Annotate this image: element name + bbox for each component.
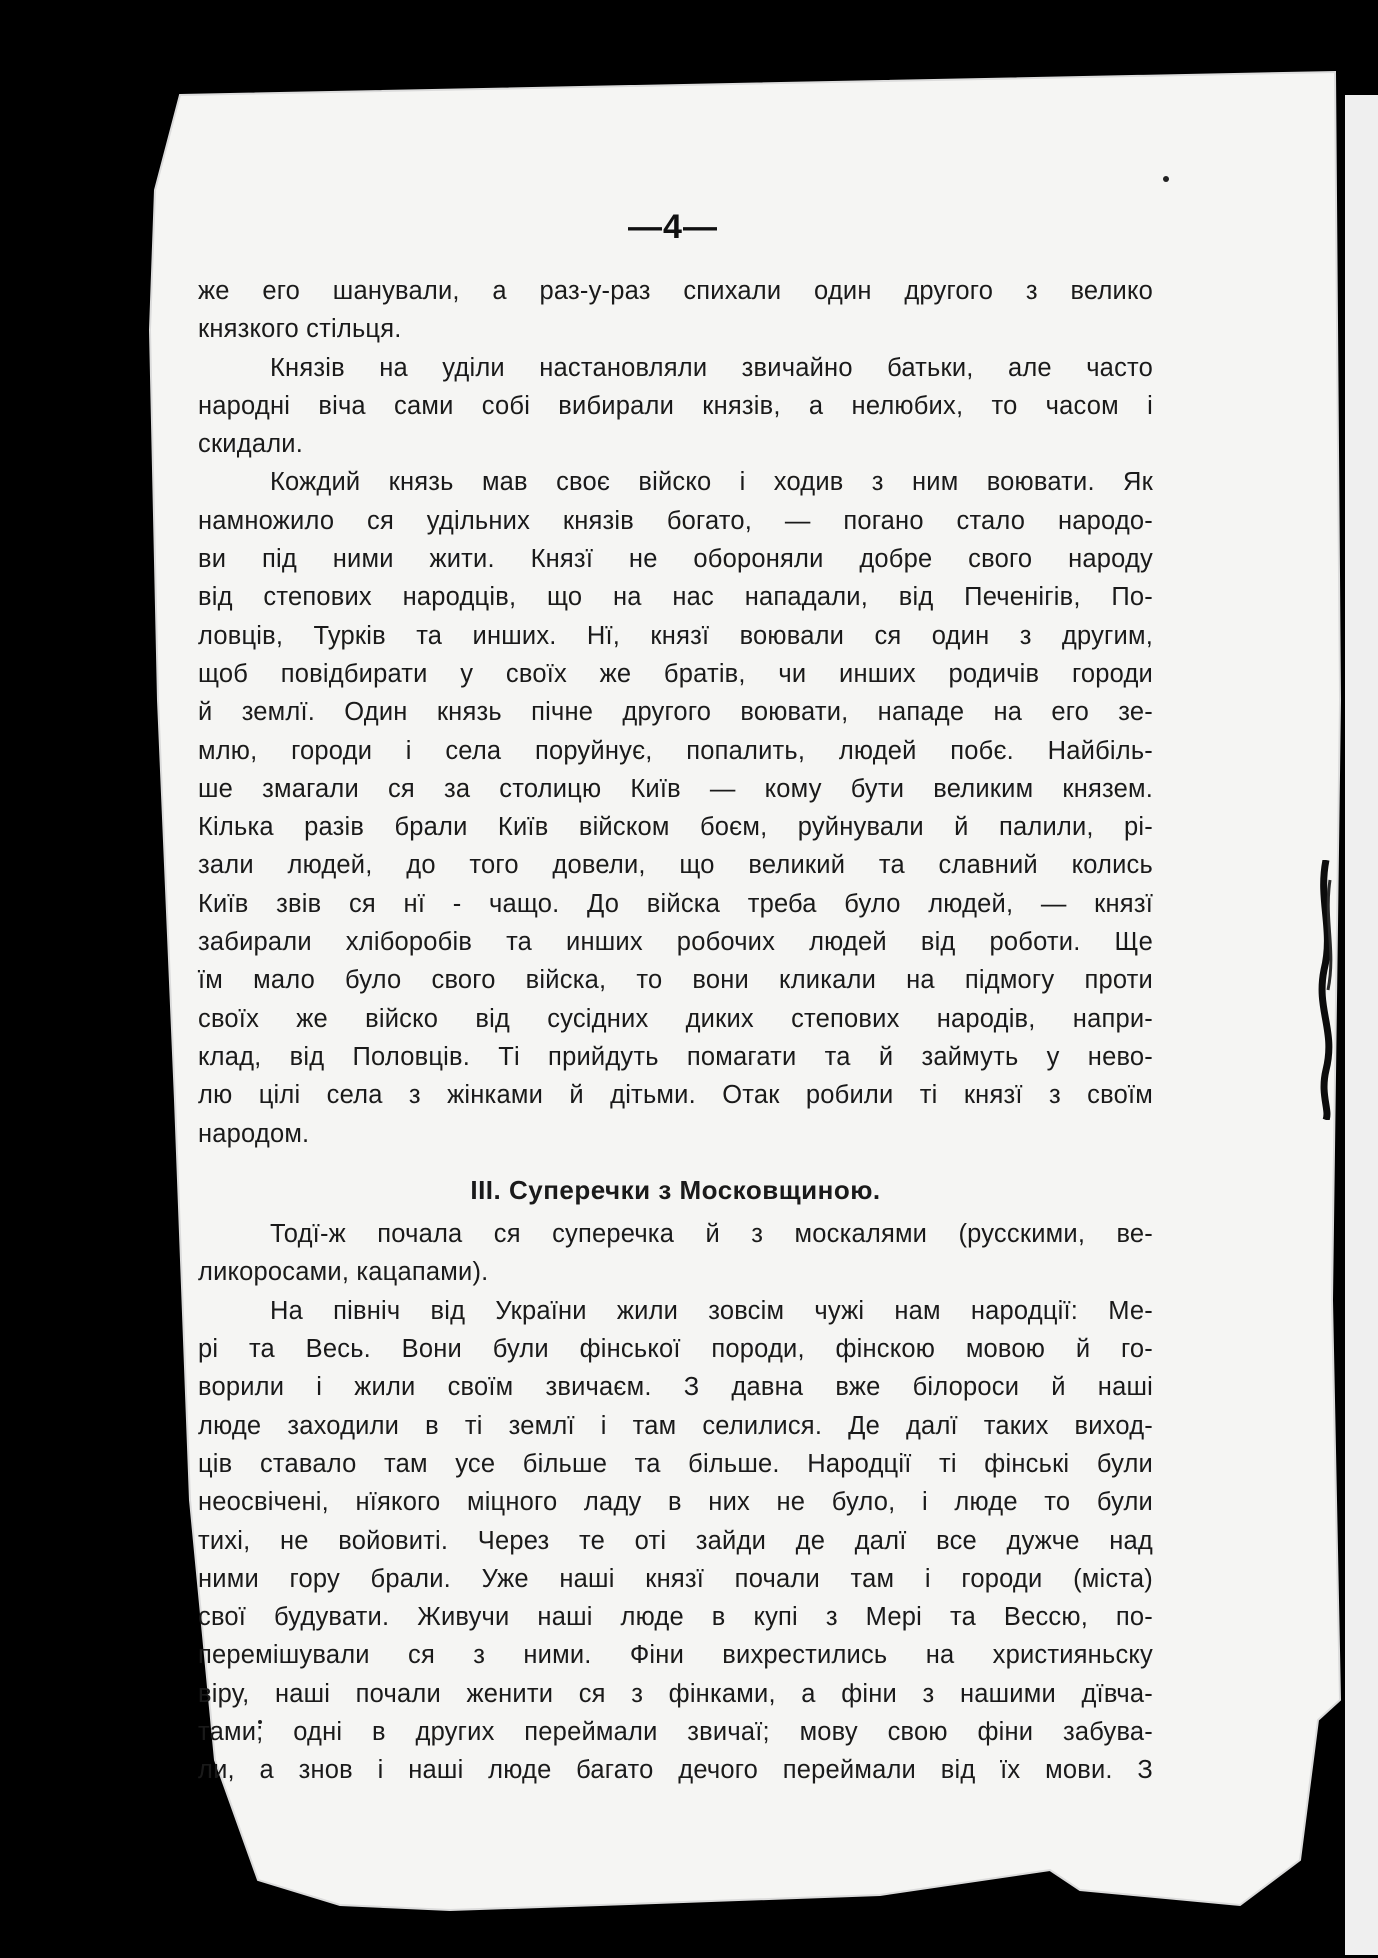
text-line: Кождий князь мав своє війско і ходив з ним воювати. Як xyxy=(270,468,1153,497)
section-heading: III. Суперечки з Московщиною. xyxy=(470,1174,881,1205)
text-line: неосвічені, нїякого міцного ладу в них не було, і люде то були xyxy=(198,1488,1153,1517)
text-line: ви під ними жити. Князї не обороняли добре свого народу xyxy=(198,545,1153,574)
text-line: тихі, не войовиті. Через те оті зайди де далї все дужче над xyxy=(198,1526,1153,1555)
text-line: й землї. Один князь пічне другого воювати, нападе на его зе- xyxy=(198,698,1153,727)
text-line: намножило ся удільних князів богато, — погано стало народо- xyxy=(198,506,1153,535)
text-line: На північ від України жили зовсім чужі нам народції: Ме- xyxy=(270,1296,1153,1325)
text-line: щоб повідбирати у своїх же братів, чи инших родичів городи xyxy=(198,659,1153,688)
text-line: ликоросами, кацапами). xyxy=(198,1258,489,1287)
text-line: народні віча сами собі вибирали князів, а нелюбих, то часом і xyxy=(198,391,1153,420)
text-line: віру, наші почали женити ся з фінками, а фіни з нашими дївча- xyxy=(198,1679,1153,1708)
paragraph xyxy=(198,1292,1153,1790)
text-line: ловців, Турків та инших. Нї, князї воювали ся один з другим, xyxy=(198,621,1153,650)
text-line: ли, а знов і наші люде багато дечого переймали від їх мови. З xyxy=(198,1756,1153,1785)
adjacent-page-edge xyxy=(1345,95,1378,1955)
document-body xyxy=(198,272,1153,1790)
page-number: —4— xyxy=(628,208,718,246)
text-line: Київ звів ся нї - чащо. До війска треба було людей, — князї xyxy=(198,889,1153,918)
text-line: князкого стільця. xyxy=(198,315,402,344)
text-line: скидали. xyxy=(198,430,304,459)
text-line: від степових народців, що на нас нападали, від Печенігів, По- xyxy=(198,583,1153,612)
text-line: рі та Весь. Вони були фінської породи, фінскою мовою й го- xyxy=(198,1335,1153,1364)
text-line: ше змагали ся за столицю Київ — кому бути великим князем. xyxy=(198,774,1153,803)
text-line: Тодї-ж почала ся суперечка й з москалями (русскими, ве- xyxy=(270,1220,1153,1249)
text-line: народом. xyxy=(198,1119,310,1148)
text-line: тами; одні в других переймали звичаї; мову свою фіни забува- xyxy=(198,1717,1153,1746)
text-line: свої будувати. Живучи наші люде в купі з Мері та Вессю, по- xyxy=(198,1603,1153,1632)
paragraph xyxy=(198,463,1153,1152)
binding-thread-image xyxy=(1316,860,1338,1120)
text-line: зали людей, до того довели, що великий та славний колись xyxy=(198,851,1153,880)
text-line: лю цілі села з жінками й дітьми. Отак робили ті князї з своїм xyxy=(198,1081,1153,1110)
text-line: млю, городи і села поруйнує, попалить, людей побє. Найбіль- xyxy=(198,736,1153,765)
text-line: клад, від Половців. Ті прийдуть помагати та й займуть у нево- xyxy=(198,1042,1153,1071)
paragraph xyxy=(198,349,1153,464)
text-line: ців ставало там усе більше та більше. Народції ті фінські були xyxy=(198,1449,1153,1478)
text-line: Кілька разів брали Київ війском боєм, руйнували й палили, рі- xyxy=(198,813,1153,842)
text-line: Князів на уділи настановляли звичайно батьки, але часто xyxy=(270,353,1153,382)
text-line: же его шанували, а раз-у-раз спихали один другого з велико xyxy=(198,277,1153,305)
text-line: забирали хліборобів та инших робочих людей від роботи. Ще xyxy=(198,928,1153,957)
paragraph xyxy=(198,272,1153,349)
paragraph xyxy=(198,1215,1153,1292)
ink-speck xyxy=(1163,176,1169,182)
text-line: їм мало було свого війска, то вони кликали на підмогу проти xyxy=(198,966,1153,995)
text-line: ворили і жили своїм звичаєм. З давна вже білороси й наші xyxy=(198,1373,1153,1402)
text-line: ними гору брали. Уже наші князї почали там і городи (міста) xyxy=(198,1564,1153,1593)
text-line: своїх же війско від сусідних диких степових народів, напри- xyxy=(198,1004,1153,1033)
text-line: люде заходили в ті землї і там селилися. Де далї таких виход- xyxy=(198,1411,1153,1440)
text-line: перемішували ся з ними. Фіни вихрестились на християньску xyxy=(198,1641,1153,1670)
